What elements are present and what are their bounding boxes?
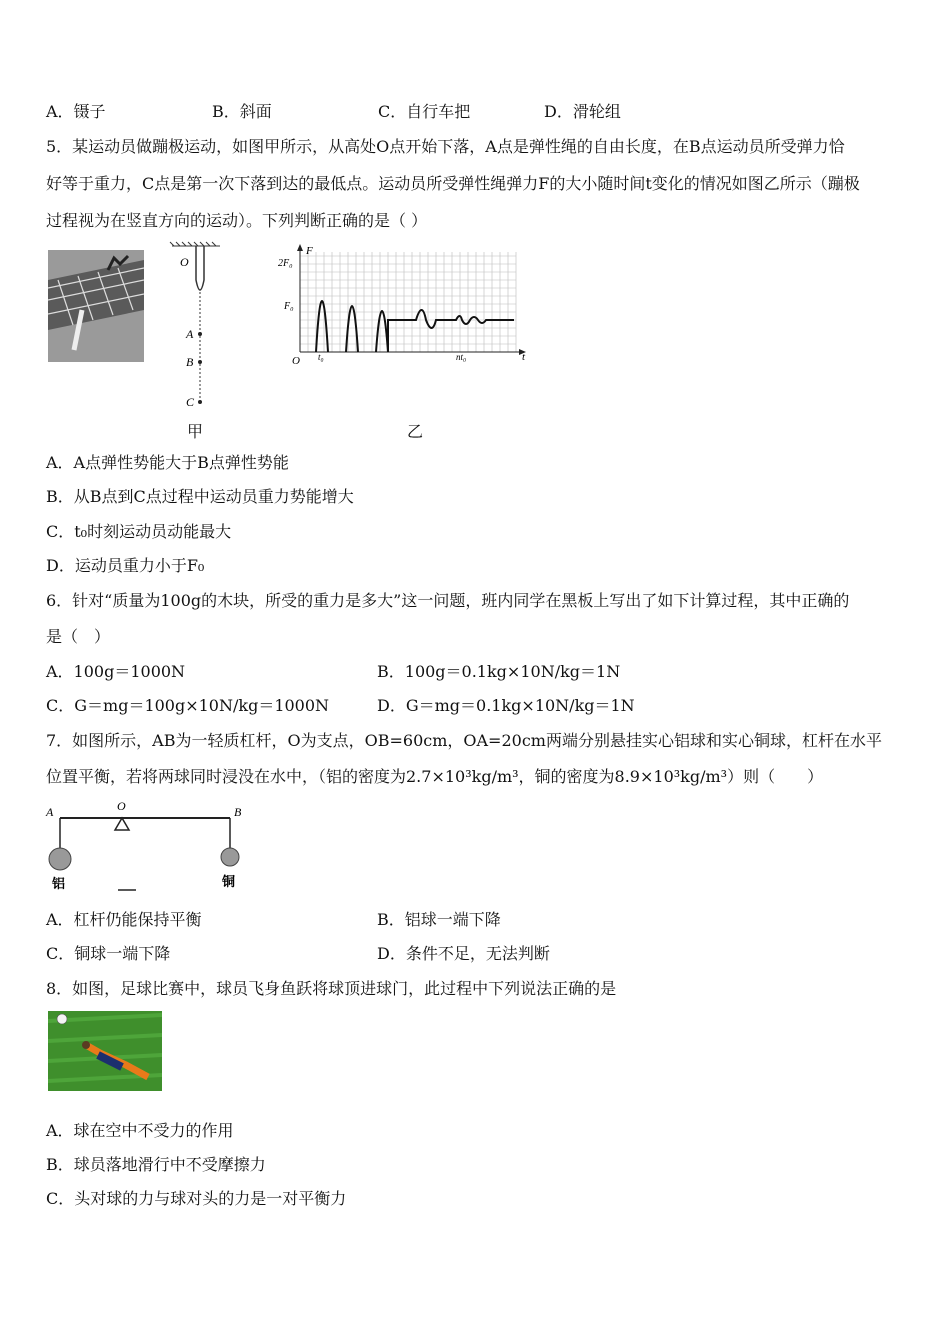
rope-label-b: B	[186, 355, 194, 369]
q4-option-c: C．自行车把	[378, 102, 471, 121]
q5-option-c: C．t₀时刻运动员动能最大	[46, 522, 232, 541]
q5-option-d: D．运动员重力小于F₀	[46, 556, 205, 575]
lever-label-cu: 铜	[222, 875, 236, 890]
q4-option-d: D．滑轮组	[544, 102, 621, 121]
q6-stem-line-1: 6．针对“质量为100g的木块，所受的重力是多大”这一问题，班内同学在黑板上写出了如下计算过程，其中正确的	[46, 591, 850, 610]
q6-stem-line-2: 是（ ）	[46, 627, 111, 646]
q6-option-a: A．100g＝1000N	[46, 662, 186, 681]
graph-label-2f0: 2F₀	[278, 258, 293, 269]
lever-label-a: A	[46, 805, 54, 819]
q5-stem-line-3: 过程视为在竖直方向的运动）。下列判断正确的是（ ）	[46, 211, 428, 230]
bungee-photo	[48, 250, 144, 362]
q8-option-a: A．球在空中不受力的作用	[46, 1121, 234, 1140]
rope-label-c: C	[186, 395, 195, 409]
q7-option-a: A．杠杆仍能保持平衡	[46, 910, 202, 929]
q5-option-a: A．A点弹性势能大于B点弹性势能	[46, 453, 289, 472]
rope-label-a: A	[186, 327, 194, 341]
graph-label-t0: t₀	[318, 352, 324, 362]
graph-label-f0: F₀	[284, 301, 294, 312]
q6-option-c: C．G＝mg＝100g×10N/kg＝1000N	[46, 696, 330, 715]
q6-options-row-2	[46, 695, 635, 717]
lever-diagram	[44, 800, 254, 895]
q7-stem-line-2: 位置平衡，若将两球同时浸没在水中，（铝的密度为2.7×10³kg/m³，铜的密度为8.9×10³kg/m³）则（ ）	[46, 767, 824, 786]
q8-option-c: C．头对球的力与球对头的力是一对平衡力	[46, 1189, 347, 1208]
q6-options-row-1	[46, 661, 620, 683]
q5-option-b: B．从B点到C点过程中运动员重力势能增大	[46, 487, 354, 506]
bungee-rope-diagram	[160, 240, 230, 420]
figure-label-jia: 甲	[187, 422, 204, 441]
q4-option-b: B．斜面	[212, 102, 272, 121]
figure-label-yi: 乙	[407, 422, 424, 441]
q7-stem-line-1: 7．如图所示，AB为一轻质杠杆，O为支点，OB=60cm，OA=20cm两端分别悬挂实心铝球和实心铜球，杠杆在水平	[46, 731, 882, 750]
lever-label-al: 铝	[52, 877, 66, 892]
football-photo	[48, 1011, 162, 1091]
q7-option-d: D．条件不足，无法判断	[377, 944, 550, 963]
graph-label-t: t	[522, 351, 526, 363]
lever-label-b: B	[234, 805, 242, 819]
rope-label-o: O	[180, 255, 189, 269]
q7-option-c: C．铜球一端下降	[46, 944, 171, 963]
q6-option-d: D．G＝mg＝0.1kg×10N/kg＝1N	[377, 696, 635, 715]
graph-label-nt0: nt₀	[456, 352, 467, 362]
force-time-graph	[276, 240, 531, 365]
q4-options	[46, 101, 621, 123]
graph-label-origin: O	[292, 355, 300, 365]
q5-stem-line-2: 好等于重力，C点是第一次下落到达的最低点。运动员所受弹性绳弹力F的大小随时间t变化的情况如图乙所示（蹦极	[46, 174, 860, 193]
q6-option-b: B．100g＝0.1kg×10N/kg＝1N	[377, 662, 621, 681]
graph-label-f: F	[306, 245, 313, 257]
q7-option-b: B．铝球一端下降	[377, 910, 501, 929]
q8-option-b: B．球员落地滑行中不受摩擦力	[46, 1155, 266, 1174]
q8-stem: 8．如图，足球比赛中，球员飞身鱼跃将球顶进球门，此过程中下列说法正确的是	[46, 979, 617, 998]
q7-options-row-1	[46, 909, 501, 931]
lever-label-o: O	[117, 800, 126, 813]
q5-stem-line-1: 5．某运动员做蹦极运动，如图甲所示，从高处O点开始下落，A点是弹性绳的自由长度，在B点运动员所受弹力恰	[46, 137, 845, 156]
q4-option-a: A．镊子	[46, 102, 106, 121]
q7-options-row-2	[46, 943, 550, 965]
